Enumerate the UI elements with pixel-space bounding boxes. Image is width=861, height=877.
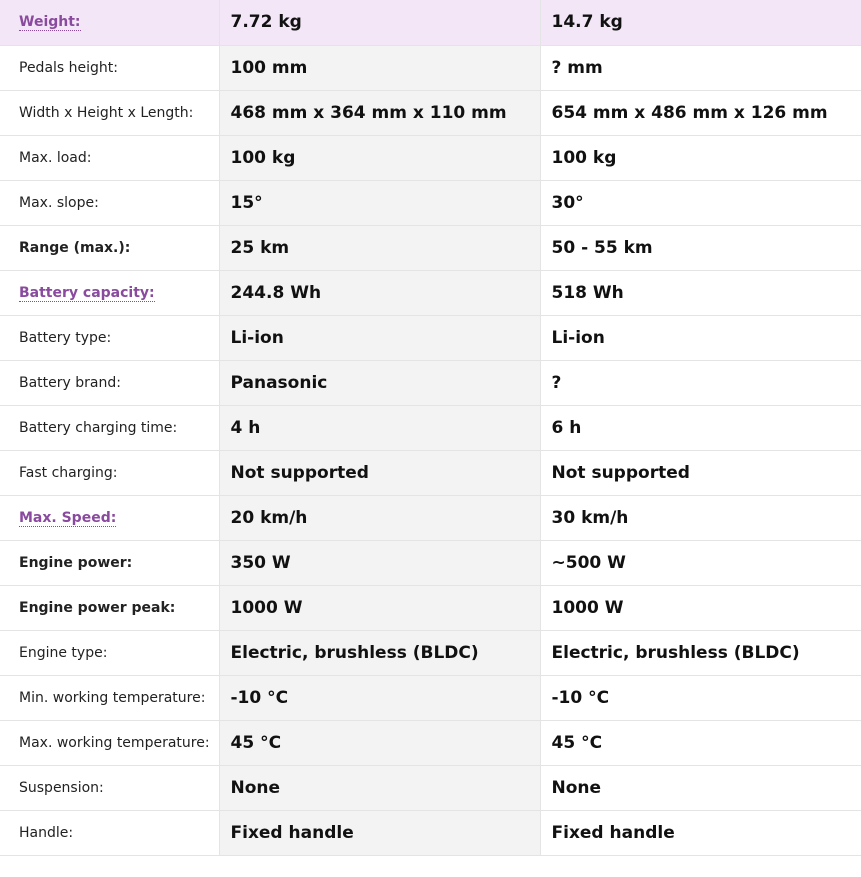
value-b-max-slope: 30° <box>540 180 861 225</box>
table-row-max-slope <box>0 180 861 225</box>
value-b-handle: Fixed handle <box>540 810 861 855</box>
value-a-range: 25 km <box>219 225 540 270</box>
table-row-range <box>0 225 861 270</box>
table-row-engine-power-peak <box>0 585 861 630</box>
value-a-engine-power: 350 W <box>219 540 540 585</box>
table-row-battery-brand <box>0 360 861 405</box>
row-label-dimensions: Width x Height x Length: <box>0 90 219 135</box>
value-a-pedals-height: 100 mm <box>219 45 540 90</box>
row-label-max-temperature: Max. working temperature: <box>0 720 219 765</box>
value-b-fast-charging: Not supported <box>540 450 861 495</box>
value-a-suspension: None <box>219 765 540 810</box>
value-b-weight: 14.7 kg <box>540 0 861 45</box>
row-label-weight <box>0 0 219 45</box>
value-a-max-load: 100 kg <box>219 135 540 180</box>
value-b-battery-type: Li-ion <box>540 315 861 360</box>
table-row-dimensions <box>0 90 861 135</box>
value-b-suspension: None <box>540 765 861 810</box>
table-row-battery-capacity <box>0 270 861 315</box>
value-b-engine-power-peak: 1000 W <box>540 585 861 630</box>
value-b-charging-time: 6 h <box>540 405 861 450</box>
row-label-engine-power-peak: Engine power peak: <box>0 585 219 630</box>
table-row-pedals-height <box>0 45 861 90</box>
value-a-min-temperature: -10 °C <box>219 675 540 720</box>
value-b-max-load: 100 kg <box>540 135 861 180</box>
value-b-engine-type: Electric, brushless (BLDC) <box>540 630 861 675</box>
table-row-max-temperature <box>0 720 861 765</box>
value-a-dimensions: 468 mm x 364 mm x 110 mm <box>219 90 540 135</box>
battery-capacity-link[interactable]: Battery capacity: <box>19 284 155 301</box>
value-a-max-slope: 15° <box>219 180 540 225</box>
value-a-charging-time: 4 h <box>219 405 540 450</box>
value-b-engine-power: ~500 W <box>540 540 861 585</box>
row-label-min-temperature: Min. working temperature: <box>0 675 219 720</box>
value-b-battery-capacity: 518 Wh <box>540 270 861 315</box>
row-label-engine-type: Engine type: <box>0 630 219 675</box>
value-a-weight: 7.72 kg <box>219 0 540 45</box>
value-a-battery-capacity: 244.8 Wh <box>219 270 540 315</box>
table-row-suspension <box>0 765 861 810</box>
table-row-fast-charging <box>0 450 861 495</box>
row-label-pedals-height: Pedals height: <box>0 45 219 90</box>
value-b-battery-brand: ? <box>540 360 861 405</box>
table-row-max-load <box>0 135 861 180</box>
row-label-max-slope: Max. slope: <box>0 180 219 225</box>
row-label-battery-brand: Battery brand: <box>0 360 219 405</box>
value-a-battery-brand: Panasonic <box>219 360 540 405</box>
table-row-battery-type <box>0 315 861 360</box>
row-label-max-speed <box>0 495 219 540</box>
value-b-min-temperature: -10 °C <box>540 675 861 720</box>
max-speed-link[interactable]: Max. Speed: <box>19 509 117 526</box>
value-a-battery-type: Li-ion <box>219 315 540 360</box>
value-b-range: 50 - 55 km <box>540 225 861 270</box>
table-row-engine-type <box>0 630 861 675</box>
row-label-fast-charging: Fast charging: <box>0 450 219 495</box>
row-label-battery-capacity <box>0 270 219 315</box>
table-row-weight <box>0 0 861 45</box>
table-row-min-temperature <box>0 675 861 720</box>
row-label-engine-power: Engine power: <box>0 540 219 585</box>
value-b-dimensions: 654 mm x 486 mm x 126 mm <box>540 90 861 135</box>
value-a-handle: Fixed handle <box>219 810 540 855</box>
value-a-max-temperature: 45 °C <box>219 720 540 765</box>
weight-link[interactable]: Weight: <box>19 14 81 31</box>
row-label-max-load: Max. load: <box>0 135 219 180</box>
value-a-max-speed: 20 km/h <box>219 495 540 540</box>
value-b-max-speed: 30 km/h <box>540 495 861 540</box>
row-label-range: Range (max.): <box>0 225 219 270</box>
value-b-pedals-height: ? mm <box>540 45 861 90</box>
table-row-engine-power <box>0 540 861 585</box>
value-b-max-temperature: 45 °C <box>540 720 861 765</box>
value-a-fast-charging: Not supported <box>219 450 540 495</box>
row-label-handle: Handle: <box>0 810 219 855</box>
row-label-suspension: Suspension: <box>0 765 219 810</box>
table-row-max-speed <box>0 495 861 540</box>
value-a-engine-power-peak: 1000 W <box>219 585 540 630</box>
table-row-handle <box>0 810 861 855</box>
value-a-engine-type: Electric, brushless (BLDC) <box>219 630 540 675</box>
table-row-charging-time <box>0 405 861 450</box>
row-label-charging-time: Battery charging time: <box>0 405 219 450</box>
row-label-battery-type: Battery type: <box>0 315 219 360</box>
